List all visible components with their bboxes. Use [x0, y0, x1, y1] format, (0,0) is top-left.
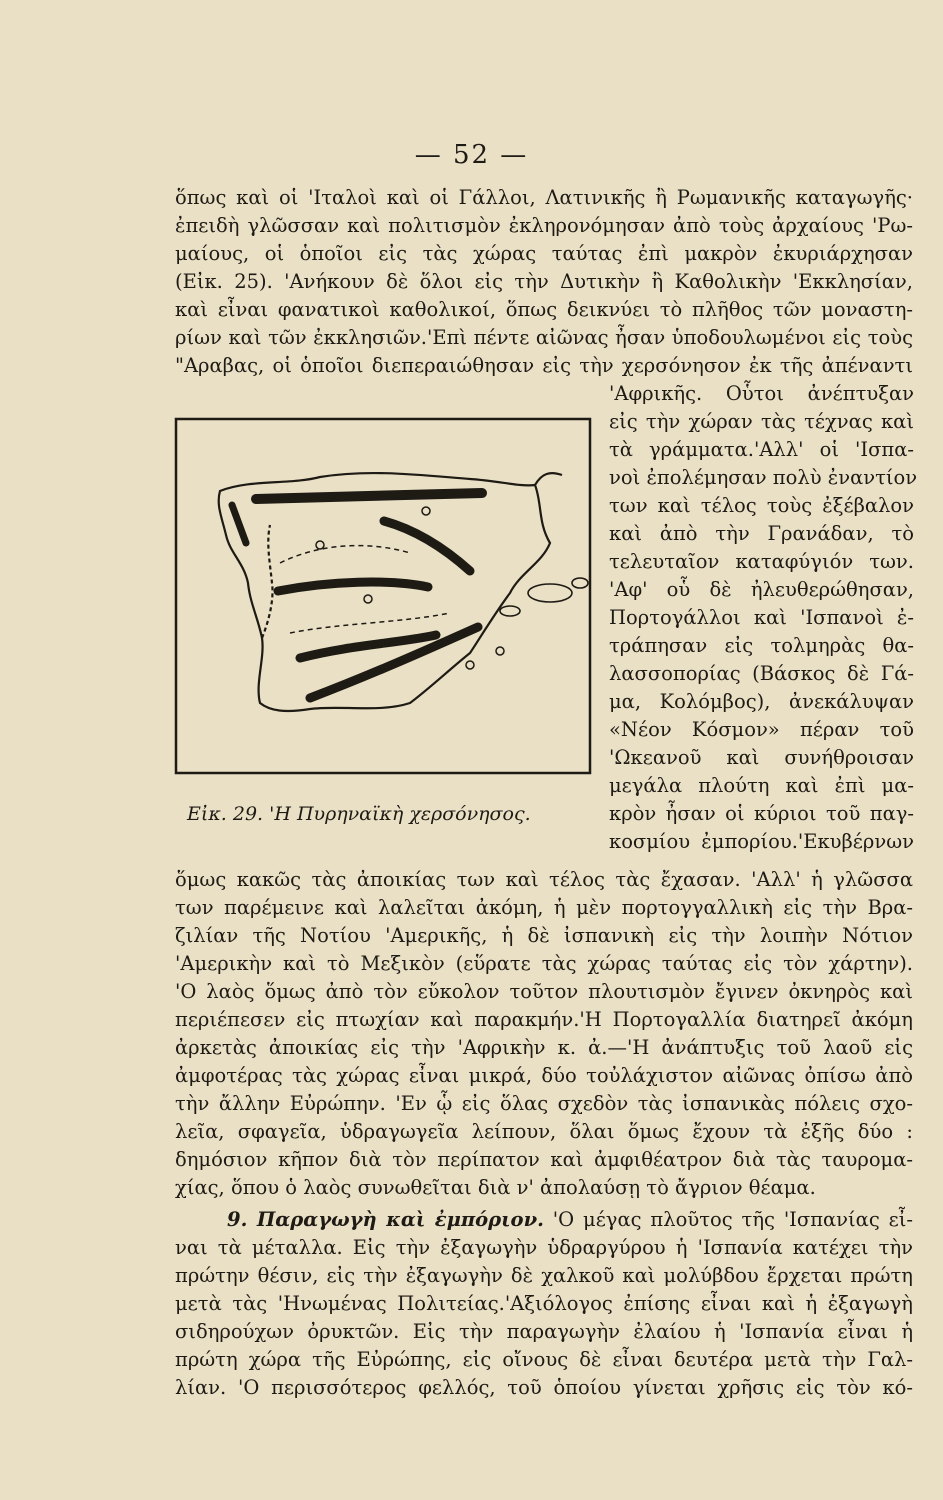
- text-line: ὅπως καὶ οἱ 'Ιταλοὶ καὶ οἱ Γάλλοι, Λατινικῆς ἢ Ρωμανικῆς καταγωγῆς·: [175, 186, 913, 209]
- text-line: 'Ο λαὸς ὅμως ἀπὸ τὸν εὔκολον τοῦτον πλουτισμὸν ἔγινεν ὀκνηρὸς καὶ: [175, 980, 913, 1003]
- text-line: μετὰ τὰς 'Ηνωμένας Πολιτείας.'Αξιόλογος ἐπίσης εἶναι καὶ ἡ ἐξαγωγὴ: [175, 1292, 913, 1315]
- text-line: σιδηρούχων ὀρυκτῶν. Εἰς τὴν παραγωγὴν ἐλαίου ἡ 'Ισπανία εἶναι ἡ: [175, 1320, 913, 1343]
- text-line: (Εἰκ. 25). 'Ανήκουν δὲ ὅλοι εἰς τὴν Δυτικὴν ἢ Καθολικὴν 'Εκκλησίαν,: [175, 270, 913, 293]
- text-line: Πορτογάλλοι καὶ 'Ισπανοὶ ἐ-: [609, 606, 914, 629]
- text-line: τελευταῖον καταφύγιόν των.: [609, 550, 914, 573]
- figure-caption: Εἰκ. 29. 'Η Πυρηναϊκὴ χερσόνησος.: [187, 803, 531, 825]
- text-line: κοσμίου ἐμπορίου.'Εκυβέρνων: [609, 830, 914, 853]
- text-line: χίας, ὅπου ὁ λαὸς συνωθεῖται διὰ ν' ἀπολαύσῃ τὸ ἄγριον θέαμα.: [175, 1176, 816, 1199]
- text-line: ρίων καὶ τῶν ἐκκλησιῶν.'Επὶ πέντε αἰῶνας ἦσαν ὑποδουλωμένοι εἰς τοὺς: [175, 326, 913, 349]
- text-line: «Νέον Κόσμον» πέραν τοῦ: [609, 718, 914, 741]
- section-title: 9. Παραγωγὴ καὶ ἐμπόριον.: [227, 1208, 544, 1231]
- text-line: ἀρκετὰς ἀποικίας εἰς τὴν 'Αφρικὴν κ. ἀ.—'Η ἀνάπτυξις τοῦ λαοῦ εἰς: [175, 1036, 913, 1059]
- text-line: δημόσιον κῆπον διὰ τὸν περίπατον καὶ ἀμφιθέατρον διὰ τὰς ταυρομα-: [175, 1148, 913, 1171]
- text-line: ἀμφοτέρας τὰς χώρας εἶναι μικρά, δύο τοὐλάχιστον αἰῶνας ὀπίσω ἀπὸ: [175, 1064, 913, 1087]
- text-line: λεῖα, σφαγεῖα, ὑδραγωγεῖα λείπουν, ὅλαι ὅμως ἔχουν τὰ ἐξῆς δύο :: [175, 1120, 913, 1143]
- text-line: πρώτην θέσιν, εἰς τὴν ἐξαγωγὴν δὲ χαλκοῦ καὶ μολύβδου ἔρχεται πρώτη: [175, 1264, 913, 1287]
- text-line: ἐπειδὴ γλῶσσαν καὶ πολιτισμὸν ἐκληρονόμησαν ἀπὸ τοὺς ἀρχαίους 'Ρω-: [175, 214, 913, 237]
- text-line: τράπησαν εἰς τολμηρὰς θα-: [609, 634, 914, 657]
- section-first-line: 'Ο μέγας πλοῦτος τῆς 'Ισπανίας εἶ-: [552, 1208, 913, 1231]
- text-line: εἰς τὴν χώραν τὰς τέχνας καὶ: [609, 410, 914, 433]
- section-heading-line: [175, 1206, 913, 1234]
- text-line: καὶ εἶναι φανατικοὶ καθολικοί, ὅπως δεικνύει τὸ πλῆθος τῶν μοναστη-: [175, 298, 913, 321]
- text-line: τὴν ἄλλην Εὐρώπην. 'Εν ᾧ εἰς ὅλας σχεδὸν τὰς ἰσπανικὰς πόλεις σχο-: [175, 1092, 913, 1115]
- text-line: των παρέμεινε καὶ λαλεῖται ἀκόμη, ἡ μὲν πορτογγαλλικὴ εἰς τὴν Βρα-: [175, 896, 913, 919]
- text-line: μαίους, οἱ ὁποῖοι εἰς τὰς χώρας ταύτας ἐπὶ μακρὸν ἐκυριάρχησαν: [175, 242, 913, 265]
- text-line: πρώτη χώρα τῆς Εὐρώπης, εἰς οἴνους δὲ εἶναι δευτέρα μετὰ τὴν Γαλ-: [175, 1348, 913, 1371]
- text-line: ναι τὰ μέταλλα. Εἰς τὴν ἐξαγωγὴν ὑδραργύρου ἡ 'Ισπανία κατέχει τὴν: [175, 1236, 913, 1259]
- text-line: 'Αφρικῆς. Οὗτοι ἀνέπτυξαν: [609, 382, 914, 405]
- text-line: κρὸν ἦσαν οἱ κύριοι τοῦ παγ-: [609, 802, 914, 825]
- page-number: — 52 —: [414, 140, 529, 170]
- text-line: λίαν. 'Ο περισσότερος φελλός, τοῦ ὁποίου γίνεται χρῆσις εἰς τὸν κό-: [175, 1376, 913, 1399]
- text-line: λασσοπορίας (Βάσκος δὲ Γά-: [609, 662, 914, 685]
- iberian-peninsula-map: [170, 413, 598, 783]
- text-line: περιέπεσεν εἰς πτωχίαν καὶ παρακμήν.'Η Πορτογαλλία διατηρεῖ ἀκόμη: [175, 1008, 913, 1031]
- text-line: τὰ γράμματα.'Αλλ' οἱ 'Ισπα-: [609, 438, 914, 461]
- text-line: ζιλίαν τῆς Νοτίου 'Αμερικῆς, ἡ δὲ ἰσπανικὴ εἰς τὴν λοιπὴν Νότιον: [175, 924, 913, 947]
- text-line: καὶ ἀπὸ τὴν Γρανάδαν, τὸ: [609, 522, 914, 545]
- text-line: ὅμως κακῶς τὰς ἀποικίας των καὶ τέλος τὰς ἔχασαν. 'Αλλ' ἡ γλῶσσα: [175, 868, 913, 891]
- text-line: 'Αφ' οὗ δὲ ἠλευθερώθησαν,: [609, 578, 914, 601]
- text-line: νοὶ ἐπολέμησαν πολὺ ἐναντίον: [609, 466, 918, 489]
- text-line: 'Ωκεανοῦ καὶ συνήθροισαν: [609, 746, 914, 769]
- text-line: μεγάλα πλούτη καὶ ἐπὶ μα-: [609, 774, 914, 797]
- text-line: των καὶ τέλος τοὺς ἐξέβαλον: [609, 494, 914, 517]
- map-drawing: [170, 413, 598, 783]
- text-line: 'Αμερικὴν καὶ τὸ Μεξικὸν (εὕρατε τὰς χώρας ταύτας εἰς τὸν χάρτην).: [175, 952, 913, 975]
- text-line: "Αραβας, οἱ ὁποῖοι διεπεραιώθησαν εἰς τὴν χερσόνησον ἐκ τῆς ἀπέναντι: [175, 354, 913, 377]
- text-line: μα, Κολόμβος), ἀνεκάλυψαν: [609, 690, 914, 713]
